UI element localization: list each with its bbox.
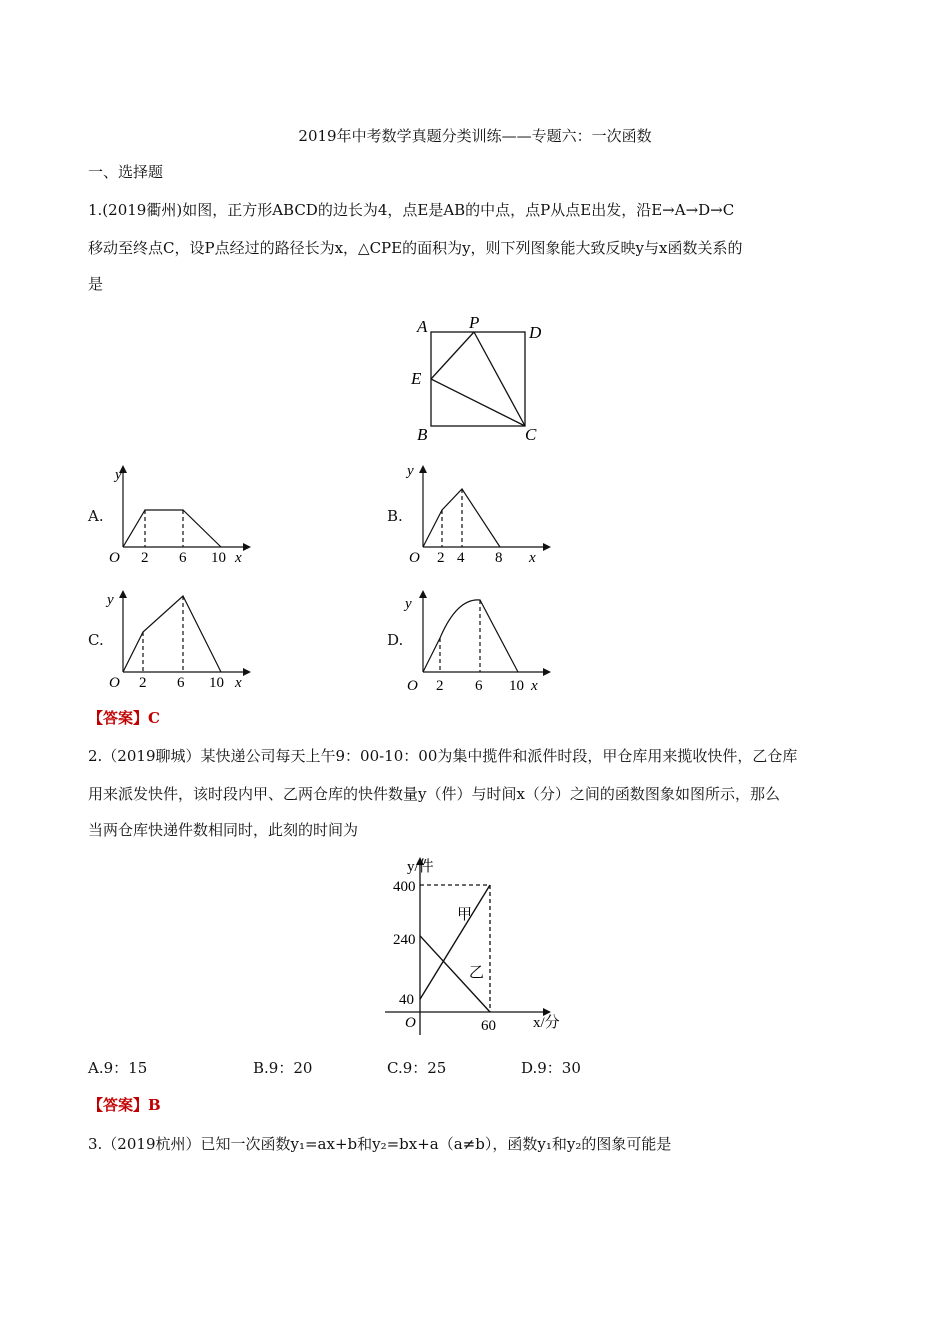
choice-c[interactable]: C.9：25 xyxy=(387,1059,447,1077)
tick-label: 2 xyxy=(436,678,444,694)
q2-line-1: 2.（2019聊城）某快递公司每天上午9：00-10：00为集中揽件和派件时段，甲仓库用来揽收快件，乙仓库 xyxy=(88,747,798,765)
y-axis-label: y xyxy=(115,467,122,483)
label-e: E xyxy=(411,369,422,388)
tick-label: 6 xyxy=(179,550,187,566)
q1-line-2: 移动至终点C，设P点经过的路径长为x，△CPE的面积为y，则下列图象能大致反映y与x函数关系的 xyxy=(88,239,743,257)
q2-answer: 【答案】B xyxy=(88,1096,161,1114)
option-d-label[interactable]: D. xyxy=(387,631,404,649)
y-axis-label: y/件 xyxy=(407,859,434,875)
page-title: 2019年中考数学真题分类训练——专题六：一次函数 xyxy=(298,127,652,145)
tick-label: 2 xyxy=(437,550,445,566)
tick-label: 10 xyxy=(209,675,224,691)
x-axis-label: x xyxy=(529,550,536,566)
section-heading: 一、选择题 xyxy=(88,163,164,181)
series-label-jia: 甲 xyxy=(457,907,473,923)
origin-label: O xyxy=(109,550,120,566)
x-axis-label: x xyxy=(531,678,538,694)
origin-label: O xyxy=(405,1015,416,1031)
option-c-label[interactable]: C. xyxy=(88,631,104,649)
series-label-yi: 乙 xyxy=(469,965,485,981)
q1-answer: 【答案】C xyxy=(88,709,160,727)
choice-b[interactable]: B.9：20 xyxy=(253,1059,313,1077)
choice-a[interactable]: A.9：15 xyxy=(88,1059,148,1077)
choice-d[interactable]: D.9：30 xyxy=(521,1059,581,1077)
option-b-graph[interactable] xyxy=(405,465,555,570)
label-p: P xyxy=(469,313,480,332)
y-axis-label: y xyxy=(407,463,414,479)
option-c-graph[interactable] xyxy=(105,590,255,695)
tick-label: 10 xyxy=(509,678,524,694)
q2-line-3: 当两仓库快递件数相同时，此刻的时间为 xyxy=(88,821,359,839)
tick-label: 6 xyxy=(475,678,483,694)
x-axis-label: x xyxy=(235,550,242,566)
x-axis-label: x xyxy=(235,675,242,691)
label-b: B xyxy=(417,425,428,444)
q1-line-3: 是 xyxy=(88,275,104,293)
origin-label: O xyxy=(407,678,418,694)
label-c: C xyxy=(525,425,537,444)
tick-label: 6 xyxy=(177,675,185,691)
tick-label: 2 xyxy=(139,675,147,691)
q1-line-1: 1.(2019衢州)如图，正方形ABCD的边长为4，点E是AB的中点，点P从点E出发，沿E→A→D→C xyxy=(88,201,735,219)
label-d: D xyxy=(529,323,542,342)
series-line-jia xyxy=(420,885,490,999)
delivery-chart xyxy=(385,855,575,1040)
origin-label: O xyxy=(109,675,120,691)
origin-label: O xyxy=(409,550,420,566)
y-tick-label: 400 xyxy=(393,879,416,895)
tick-label: 10 xyxy=(211,550,226,566)
option-d-graph[interactable] xyxy=(405,590,555,695)
label-a: A xyxy=(417,317,428,336)
option-a-label[interactable]: A. xyxy=(88,507,104,525)
tick-label: 4 xyxy=(457,550,465,566)
q3-line-1: 3.（2019杭州）已知一次函数y₁=ax+b和y₂=bx+a（a≠b），函数y₁和y₂的图象可能是 xyxy=(88,1135,672,1153)
y-tick-label: 240 xyxy=(393,932,416,948)
q2-line-2: 用来派发快件，该时段内甲、乙两仓库的快件数量y（件）与时间x（分）之间的函数图象如图所示，那么 xyxy=(88,785,780,803)
square-figure xyxy=(405,310,555,445)
y-axis-label: y xyxy=(107,592,114,608)
x-axis-label: x/分 xyxy=(533,1015,560,1031)
y-tick-label: 40 xyxy=(399,992,414,1008)
tick-label: 2 xyxy=(141,550,149,566)
tick-label: 8 xyxy=(495,550,503,566)
option-a-graph[interactable] xyxy=(105,465,255,570)
option-b-label[interactable]: B. xyxy=(387,507,403,525)
y-axis-label: y xyxy=(405,596,412,612)
x-tick-label: 60 xyxy=(481,1018,496,1034)
